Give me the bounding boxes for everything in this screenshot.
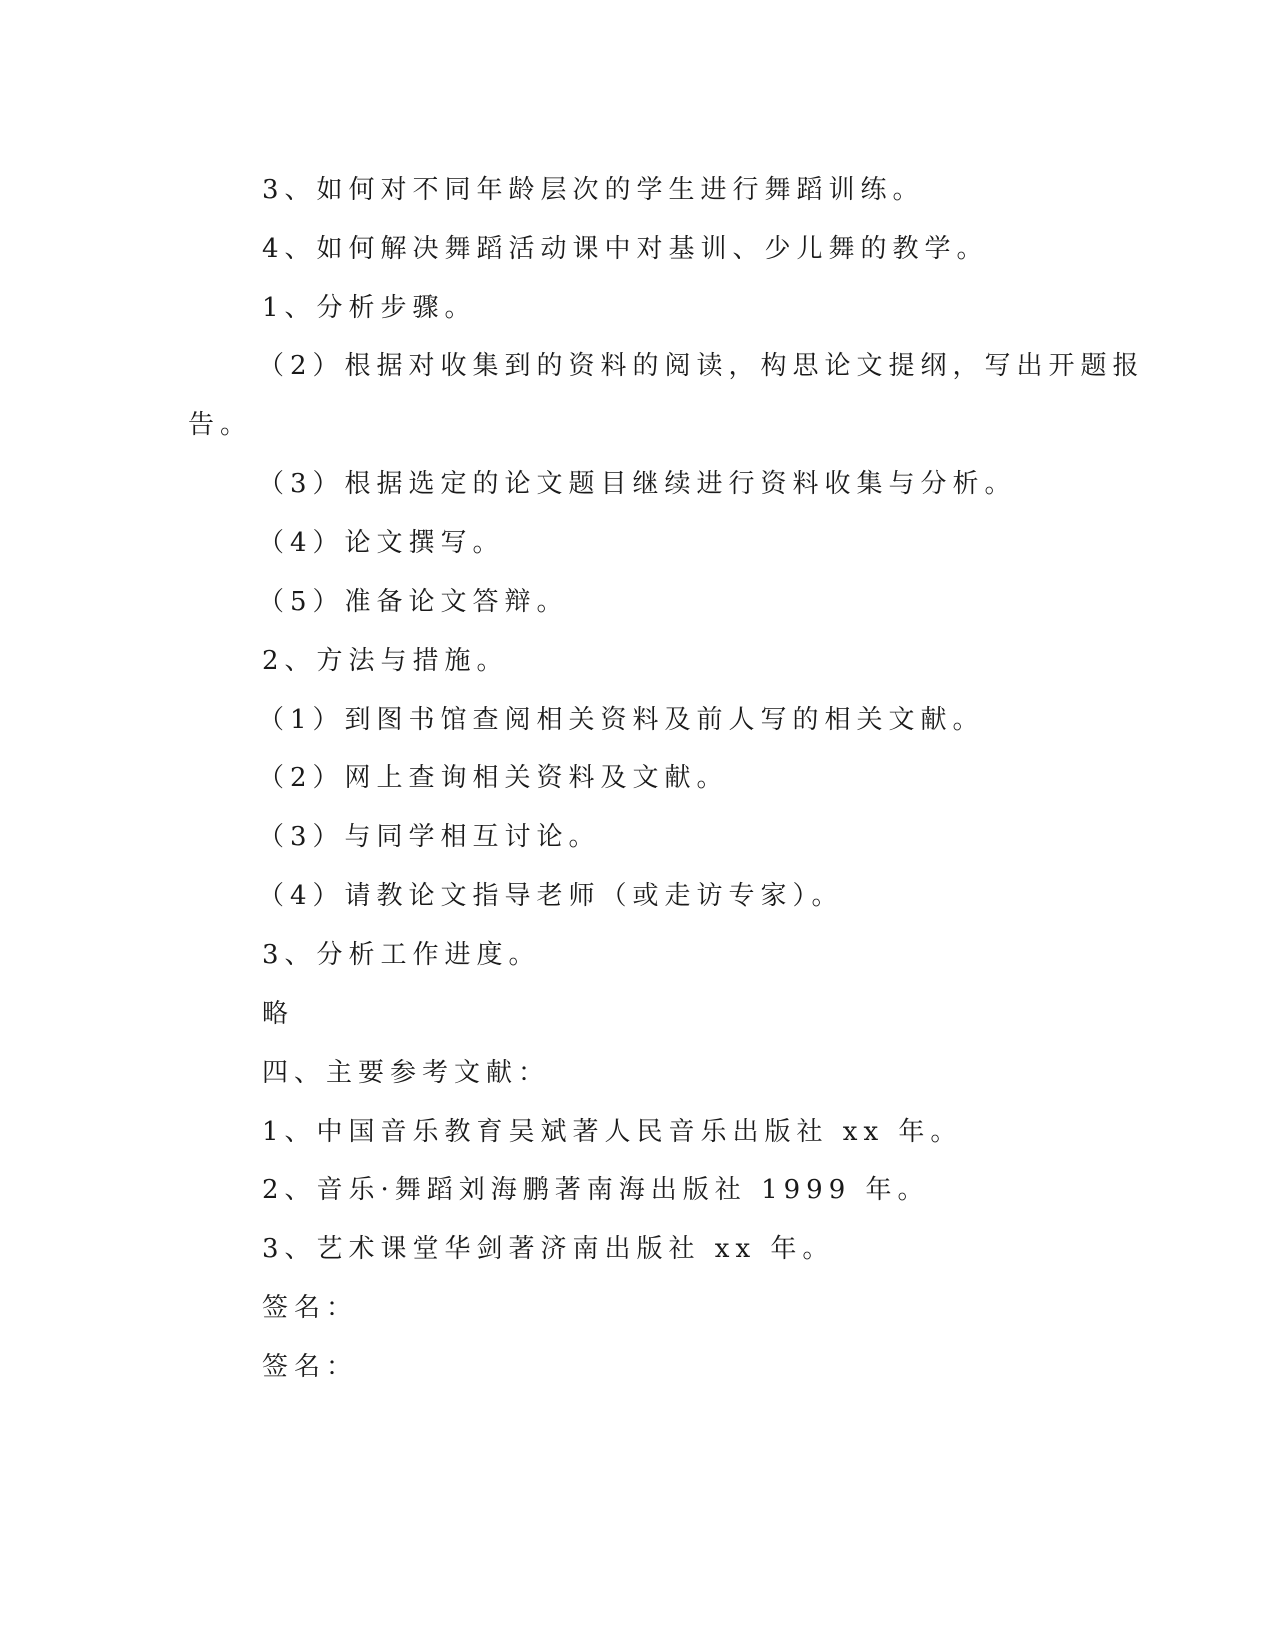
text-line: （5）准备论文答辩。 [258, 587, 569, 617]
text-line: （4）请教论文指导老师（或走访专家）。 [258, 881, 844, 911]
reference-item: 1、中国音乐教育吴斌著人民音乐出版社 xx 年。 [262, 1117, 963, 1147]
text-line: 略 [262, 999, 295, 1029]
text-line: （2）根据对收集到的资料的阅读，构思论文提纲，写出开题报 [258, 351, 1145, 381]
signature-line: 签名： [262, 1352, 359, 1382]
reference-item: 2、音乐·舞蹈刘海鹏著南海出版社 1999 年。 [262, 1175, 930, 1205]
text-line: （3）与同学相互讨论。 [258, 822, 601, 852]
text-line: 1、分析步骤。 [262, 293, 477, 323]
signature-line: 签名： [262, 1293, 359, 1323]
text-line: （3）根据选定的论文题目继续进行资料收集与分析。 [258, 469, 1017, 499]
reference-item: 3、艺术课堂华剑著济南出版社 xx 年。 [262, 1234, 835, 1264]
text-line: （4）论文撰写。 [258, 528, 505, 558]
text-line: 3、如何对不同年龄层次的学生进行舞蹈训练。 [262, 175, 925, 205]
text-line: （2）网上查询相关资料及文献。 [258, 763, 729, 793]
text-line: 2、方法与措施。 [262, 646, 509, 676]
text-line: 3、分析工作进度。 [262, 940, 541, 970]
text-line: 4、如何解决舞蹈活动课中对基训、少儿舞的教学。 [262, 234, 989, 264]
text-line: 告。 [188, 410, 253, 440]
section-heading: 四、主要参考文献： [262, 1058, 551, 1088]
text-line: （1）到图书馆查阅相关资料及前人写的相关文献。 [258, 705, 985, 735]
